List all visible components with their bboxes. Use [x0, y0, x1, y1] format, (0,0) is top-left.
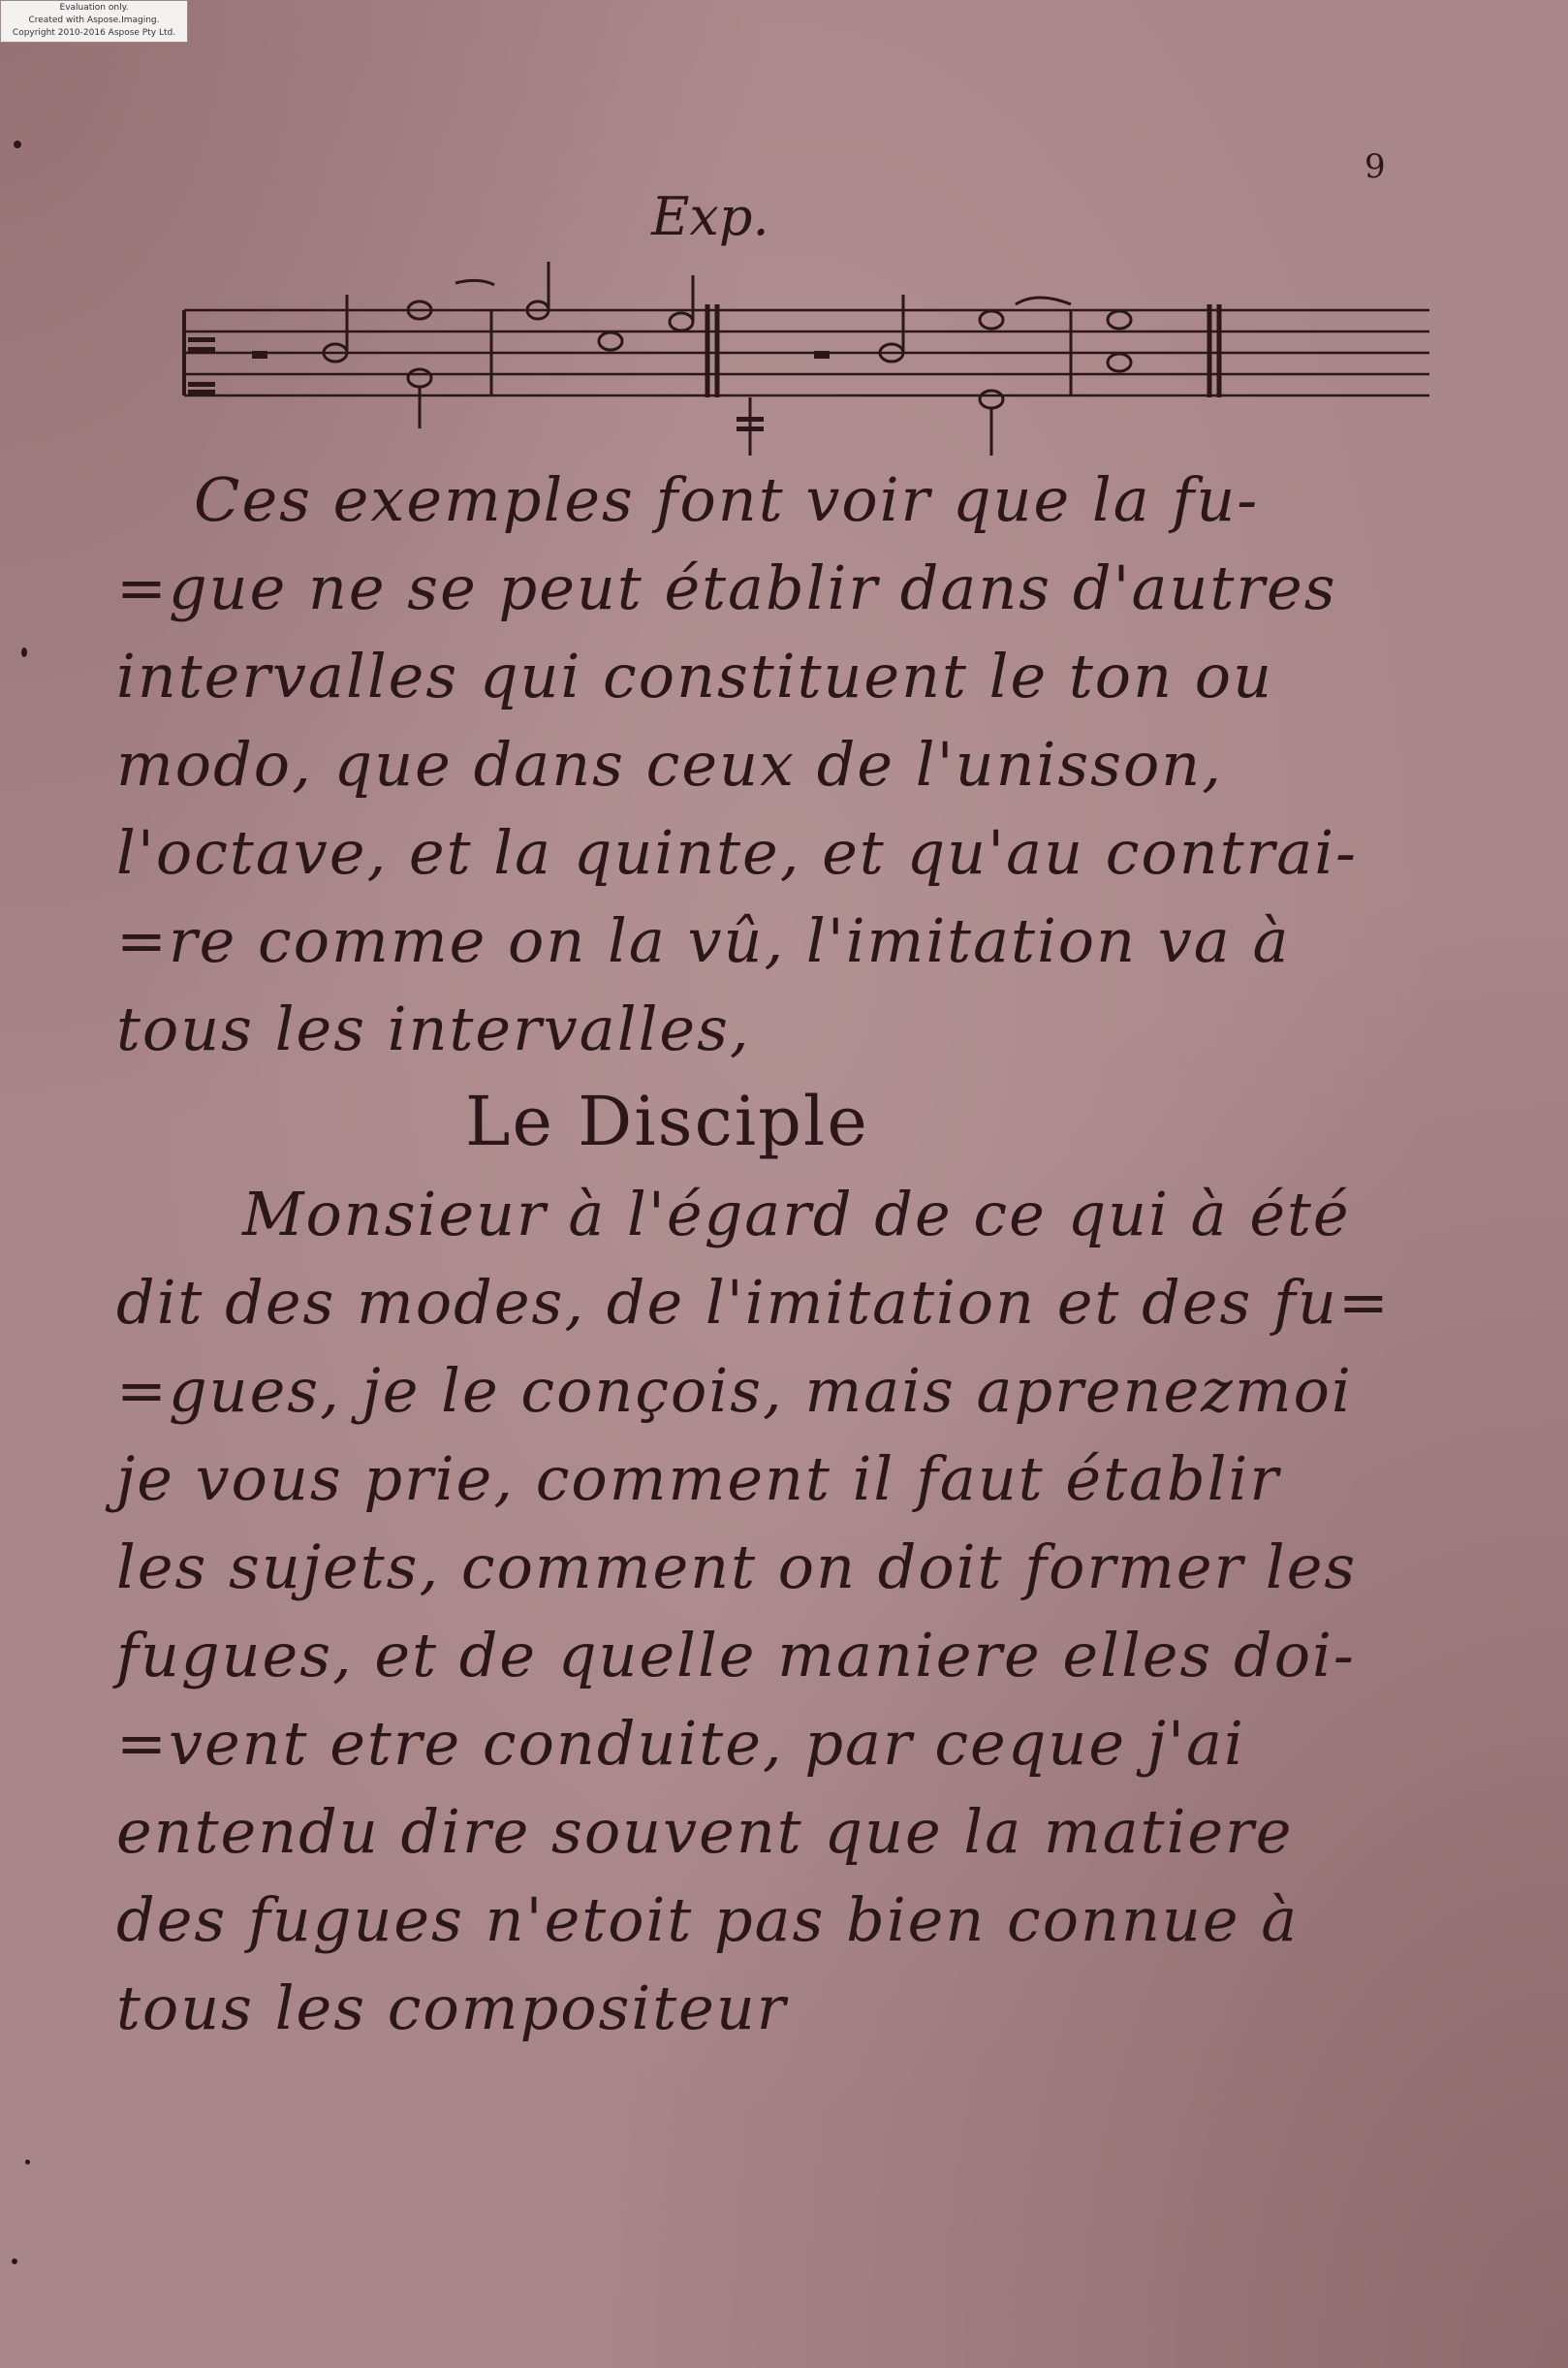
text-line: l'octave, et la quinte, et qu'au contrai-	[116, 817, 1359, 888]
staff-lines	[184, 310, 1429, 395]
clef-marks	[188, 337, 215, 395]
text-line: modo, que dans ceux de l'unisson,	[116, 729, 1223, 800]
paper-speck	[21, 647, 27, 657]
text-line: Monsieur à l'égard de ce qui à été	[242, 1179, 1351, 1249]
paper-speck	[14, 141, 21, 148]
evaluation-watermark	[0, 0, 188, 43]
manuscript-text	[116, 456, 1434, 2052]
text-line: dit des modes, de l'imitation et des fu=	[116, 1267, 1391, 1338]
text-line: =gue ne se peut établir dans d'autres	[116, 553, 1337, 623]
section-heading: Le Disciple	[465, 1082, 869, 1161]
text-line: fugues, et de quelle maniere elles doi-	[116, 1620, 1356, 1690]
paper-speck	[12, 2258, 17, 2264]
notes	[324, 262, 1131, 456]
text-line: tous les intervalles,	[116, 994, 751, 1064]
page-number: 9	[1364, 147, 1386, 186]
text-line: entendu dire souvent que la matiere	[116, 1796, 1294, 1867]
bar-lines	[184, 304, 1219, 397]
text-line: des fugues n'etoit pas bien connue à	[116, 1884, 1300, 1955]
example-label: Exp.	[651, 186, 769, 247]
text-line: les sujets, comment on doit former les	[116, 1531, 1358, 1602]
watermark-line-2: Created with Aspose.Imaging.	[28, 16, 160, 25]
text-line: tous les compositeur	[116, 1973, 788, 2043]
watermark-line-3: Copyright 2010-2016 Aspose Pty Ltd.	[12, 28, 176, 38]
text-line: je vous prie, comment il faut établir	[116, 1443, 1280, 1514]
music-staff-example	[174, 262, 1434, 465]
paper-speck	[25, 2160, 30, 2164]
text-line: =re comme on la vû, l'imitation va à	[116, 905, 1291, 976]
text-line: =vent etre conduite, par ceque j'ai	[116, 1708, 1245, 1779]
text-line: intervalles qui constituent le ton ou	[116, 641, 1274, 711]
watermark-line-1: Evaluation only.	[59, 3, 129, 13]
text-line: Ces exemples font voir que la fu-	[194, 464, 1260, 535]
text-line: =gues, je le conçois, mais aprenezmoi	[116, 1355, 1353, 1426]
